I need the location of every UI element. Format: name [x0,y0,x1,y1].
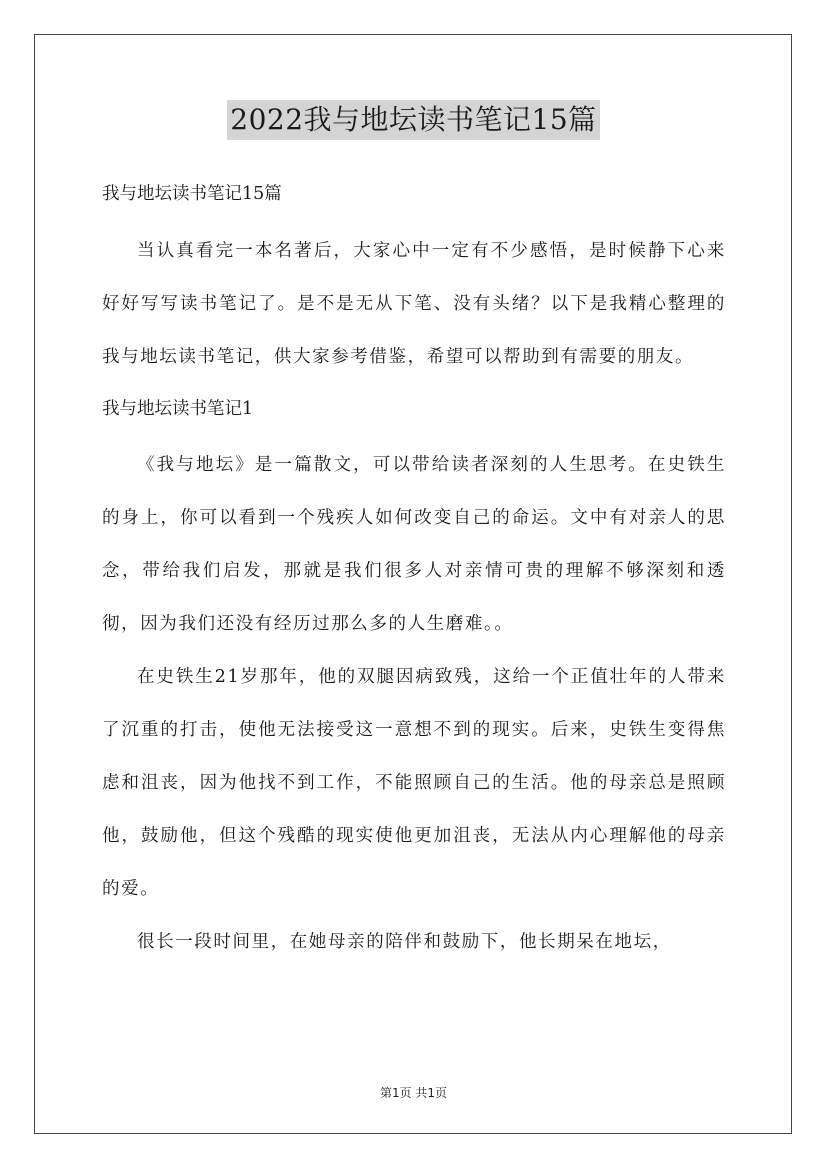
document-body [102,170,726,969]
section-heading: 我与地坛读书笔记1 [102,399,254,419]
document-title: 2022我与地坛读书笔记15篇 [227,100,599,140]
intro-paragraph: 当认真看完一本名著后，大家心中一定有不少感悟，是时候静下心来好好写写读书笔记了。是不是无从下笔、没有头绪？以下是我精心整理的我与地坛读书笔记，供大家参考借鉴，希望可以帮助到有需要的朋友。 [102,241,726,367]
body-paragraph: 在史铁生21岁那年，他的双腿因病致残，这给一个正值壮年的人带来了沉重的打击，使他无法接受这一意想不到的现实。后来，史铁生变得焦虑和沮丧，因为他找不到工作，不能照顾自己的生活。他的母亲总是照顾他，鼓励他，但这个残酷的现实使他更加沮丧，无法从内心理解他的母亲的爱。 [102,667,726,899]
body-paragraph: 《我与地坛》是一篇散文，可以带给读者深刻的人生思考。在史铁生的身上，你可以看到一个残疾人如何改变自己的命运。文中有对亲人的思念，带给我们启发，那就是我们很多人对亲情可贵的理解不够深刻和透彻，因为我们还没有经历过那么多的人生磨难。。 [102,455,726,634]
title-container [0,100,827,140]
document-subtitle: 我与地坛读书笔记15篇 [102,184,282,204]
body-paragraph: 很长一段时间里，在她母亲的陪伴和鼓励下，他长期呆在地坛， [137,932,672,952]
page-footer: 第1页 共1页 [379,1086,448,1100]
